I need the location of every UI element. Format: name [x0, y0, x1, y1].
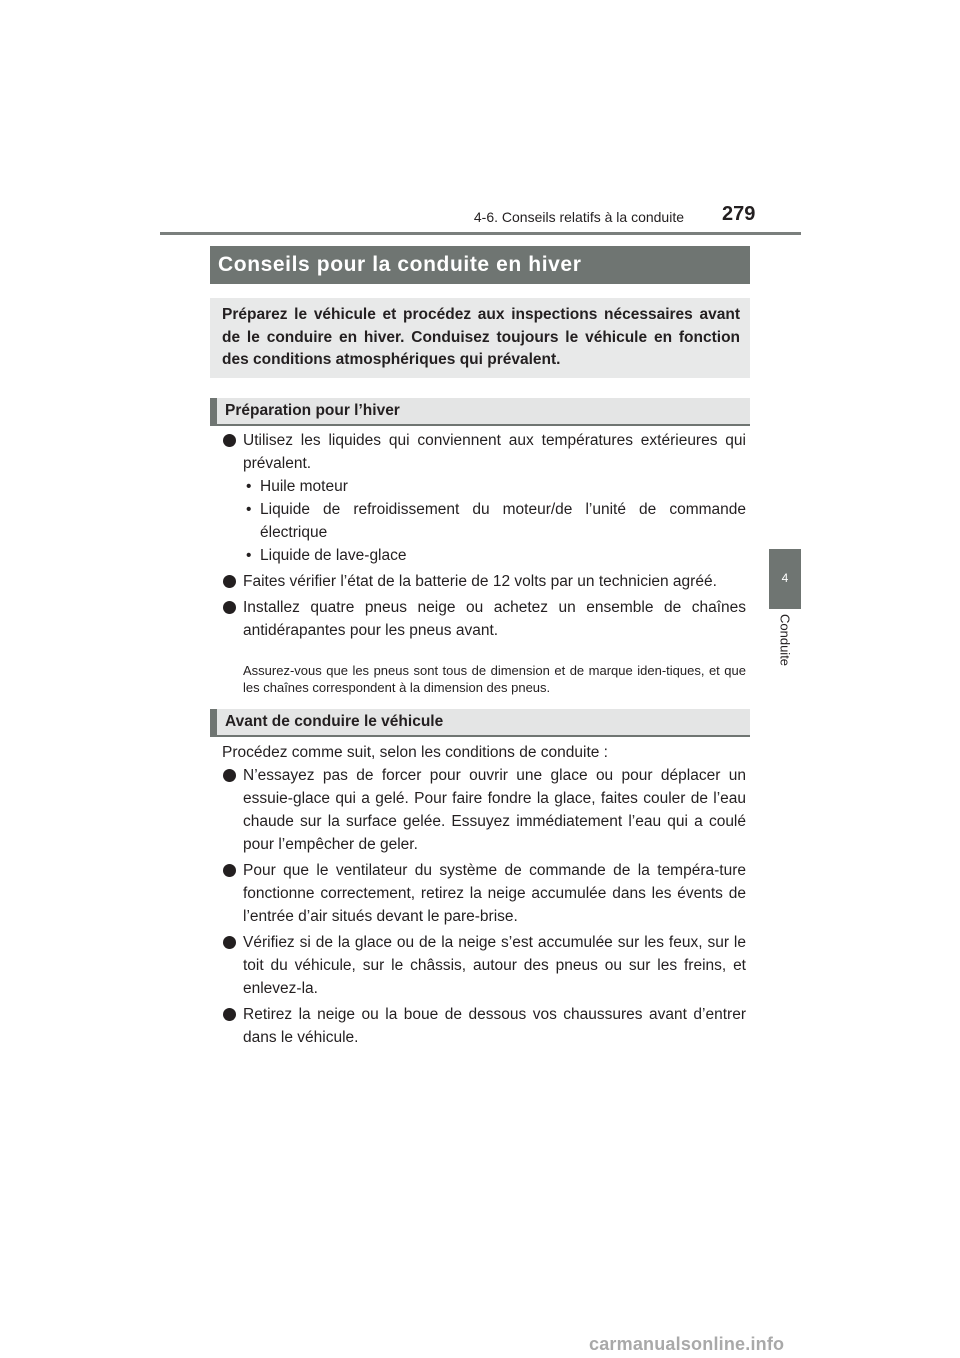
small-bullet-icon: • — [246, 478, 252, 495]
page-title: Conseils pour la conduite en hiver — [210, 246, 750, 284]
bullet-icon — [223, 1008, 236, 1021]
section-heading-text: Avant de conduire le véhicule — [225, 713, 444, 730]
note-text: Assurez-vous que les pneus sont tous de dimension et de marque iden-tiques, et que les chaînes correspondent à la dimension des pneus. — [243, 663, 746, 695]
sub-list — [222, 475, 746, 567]
site-watermark: carmanualsonline.info — [589, 1334, 785, 1354]
page-header — [0, 0, 960, 240]
bullet-icon — [223, 864, 236, 877]
section-heading-winter-prep — [210, 398, 750, 426]
bullet-icon — [223, 769, 236, 782]
list-item — [222, 596, 746, 642]
sub-list-item — [222, 475, 746, 498]
list-item-text: Installez quatre pneus neige ou achetez un ensemble de chaînes antidérapantes pour les pneus avant. — [243, 599, 746, 639]
list-item-text: Utilisez les liquides qui conviennent aux températures extérieures qui prévalent. — [243, 432, 746, 472]
chapter-tab — [769, 549, 801, 609]
list-item — [222, 859, 746, 928]
bullet-icon — [223, 601, 236, 614]
bullet-icon — [223, 936, 236, 949]
section-heading-before-driving — [210, 709, 750, 737]
header-rule — [160, 232, 801, 235]
small-bullet-icon: • — [246, 547, 252, 564]
small-bullet-icon: • — [246, 501, 252, 518]
sub-list-item-text: Liquide de refroidissement du moteur/de l’unité de commande électrique — [260, 501, 746, 541]
list-item-text: Pour que le ventilateur du système de commande de la tempéra-ture fonctionne correctement, retirez la neige accumulée dans les évents de l’entrée d’air situés devant le pare-brise. — [243, 862, 746, 925]
list-item — [222, 1003, 746, 1049]
chapter-tab-label: Conduite — [777, 614, 793, 667]
bullet-icon — [223, 575, 236, 588]
list-item — [222, 931, 746, 1000]
intro-box — [210, 298, 750, 378]
sub-list-item — [222, 544, 746, 567]
list-item-text: N’essayez pas de forcer pour ouvrir une glace ou pour déplacer un essuie-glace qui a gelé. Pour faire fondre la glace, faites couler de l’eau chaude sur la surface gelée. Essuyez immédiatement l’eau qui a coulé pour l’empêcher de geler. — [243, 767, 746, 853]
chapter-tab-number: 4 — [781, 571, 789, 585]
list-item-text: Vérifiez si de la glace ou de la neige s’est accumulée sur les feux, sur le toit du véhicule, sur le châssis, autour des pneus ou sur les freins, et enlevez-la. — [243, 934, 746, 997]
section-winter-prep-body — [222, 429, 746, 645]
list-item-text: Retirez la neige ou la boue de dessous vos chaussures avant d’entrer dans le véhicule. — [243, 1006, 746, 1046]
sub-list-item-text: Liquide de lave-glace — [260, 547, 407, 564]
list-item — [222, 764, 746, 856]
section-reference: 4-6. Conseils relatifs à la conduite — [473, 209, 684, 225]
sub-list-item — [222, 498, 746, 544]
list-item — [222, 429, 746, 567]
list-item — [222, 570, 746, 593]
section-heading-text: Préparation pour l’hiver — [225, 402, 400, 419]
page-number: 279 — [722, 203, 756, 225]
section-before-driving-body — [222, 764, 746, 1052]
section-lead-text: Procédez comme suit, selon les conditions de conduite : — [222, 744, 608, 761]
intro-text: Préparez le véhicule et procédez aux inspections nécessaires avant de le conduire en hiver. Conduisez toujours le véhicule en fonction des conditions atmosphériques qui prévalent. — [222, 306, 740, 368]
bullet-icon — [223, 434, 236, 447]
sub-list-item-text: Huile moteur — [260, 478, 348, 495]
list-item-text: Faites vérifier l’état de la batterie de 12 volts par un technicien agréé. — [243, 573, 717, 590]
